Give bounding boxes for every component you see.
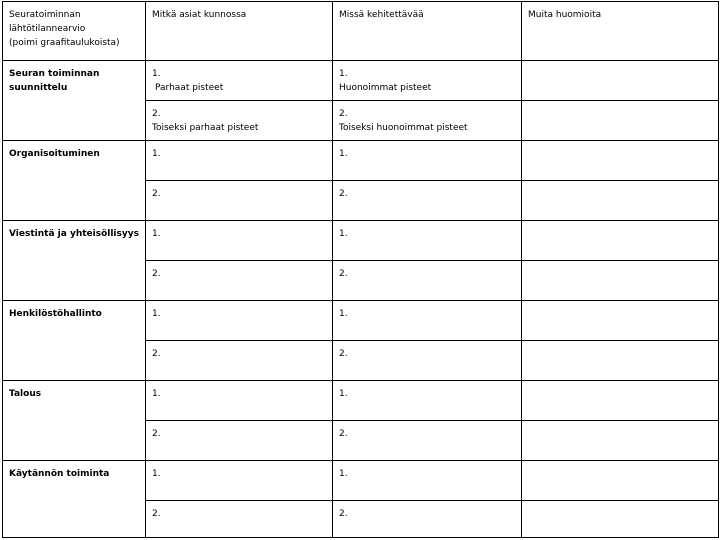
item-text: Parhaat pisteet bbox=[155, 83, 224, 93]
table-title bbox=[3, 2, 146, 61]
good-cell[interactable]: 1. bbox=[146, 461, 333, 501]
improve-cell[interactable]: 1. bbox=[333, 221, 522, 261]
notes-cell[interactable] bbox=[522, 141, 719, 181]
improve-cell[interactable]: 1. bbox=[333, 301, 522, 341]
improve-cell[interactable] bbox=[333, 61, 522, 101]
improve-cell[interactable]: 2. bbox=[333, 181, 522, 221]
column-header-notes: Muita huomioita bbox=[522, 2, 719, 61]
category-planning bbox=[3, 61, 146, 141]
notes-cell[interactable] bbox=[522, 421, 719, 461]
item-number: 1. bbox=[152, 69, 161, 79]
table-row bbox=[3, 381, 719, 421]
notes-cell[interactable] bbox=[522, 501, 719, 538]
header-row bbox=[3, 2, 719, 61]
column-header-improve: Missä kehitettävää bbox=[333, 2, 522, 61]
column-header-good: Mitkä asiat kunnossa bbox=[146, 2, 333, 61]
improve-cell[interactable]: 2. bbox=[333, 421, 522, 461]
notes-cell[interactable] bbox=[522, 461, 719, 501]
assessment-table bbox=[2, 1, 719, 538]
notes-cell[interactable] bbox=[522, 301, 719, 341]
item-text: Toiseksi huonoimmat pisteet bbox=[339, 123, 468, 133]
good-cell[interactable] bbox=[146, 101, 333, 141]
good-cell[interactable]: 1. bbox=[146, 221, 333, 261]
improve-cell[interactable]: 1. bbox=[333, 381, 522, 421]
table-row bbox=[3, 141, 719, 181]
table-title-line: Seuratoiminnan bbox=[9, 10, 81, 20]
item-text: Huonoimmat pisteet bbox=[339, 83, 432, 93]
item-number: 1. bbox=[339, 69, 348, 79]
table-row bbox=[3, 61, 719, 101]
category-communication: Viestintä ja yhteisöllisyys bbox=[3, 221, 146, 301]
good-cell[interactable]: 2. bbox=[146, 501, 333, 538]
improve-cell[interactable] bbox=[333, 101, 522, 141]
table-title-line: (poimi graafitaulukoista) bbox=[9, 38, 120, 48]
notes-cell[interactable] bbox=[522, 181, 719, 221]
good-cell[interactable]: 1. bbox=[146, 301, 333, 341]
good-cell[interactable]: 2. bbox=[146, 261, 333, 301]
improve-cell[interactable]: 2. bbox=[333, 501, 522, 538]
notes-cell[interactable] bbox=[522, 381, 719, 421]
item-number: 2. bbox=[339, 109, 348, 119]
notes-cell[interactable] bbox=[522, 221, 719, 261]
good-cell[interactable]: 2. bbox=[146, 341, 333, 381]
good-cell[interactable]: 1. bbox=[146, 381, 333, 421]
category-label: Seuran toiminnan bbox=[9, 69, 100, 79]
notes-cell[interactable] bbox=[522, 261, 719, 301]
good-cell[interactable] bbox=[146, 61, 333, 101]
item-number: 2. bbox=[152, 109, 161, 119]
notes-cell[interactable] bbox=[522, 341, 719, 381]
notes-cell[interactable] bbox=[522, 61, 719, 101]
notes-cell[interactable] bbox=[522, 101, 719, 141]
table-row bbox=[3, 301, 719, 341]
good-cell[interactable]: 2. bbox=[146, 181, 333, 221]
improve-cell[interactable]: 2. bbox=[333, 261, 522, 301]
improve-cell[interactable]: 1. bbox=[333, 461, 522, 501]
table-row bbox=[3, 221, 719, 261]
good-cell[interactable]: 2. bbox=[146, 421, 333, 461]
improve-cell[interactable]: 1. bbox=[333, 141, 522, 181]
improve-cell[interactable]: 2. bbox=[333, 341, 522, 381]
item-text: Toiseksi parhaat pisteet bbox=[152, 123, 259, 133]
category-hr: Henkilöstöhallinto bbox=[3, 301, 146, 381]
good-cell[interactable]: 1. bbox=[146, 141, 333, 181]
category-finance: Talous bbox=[3, 381, 146, 461]
table-title-line: lähtötilannearvio bbox=[9, 24, 86, 34]
category-organisation: Organisoituminen bbox=[3, 141, 146, 221]
table-row bbox=[3, 461, 719, 501]
category-practice: Käytännön toiminta bbox=[3, 461, 146, 538]
category-label: suunnittelu bbox=[9, 83, 68, 93]
